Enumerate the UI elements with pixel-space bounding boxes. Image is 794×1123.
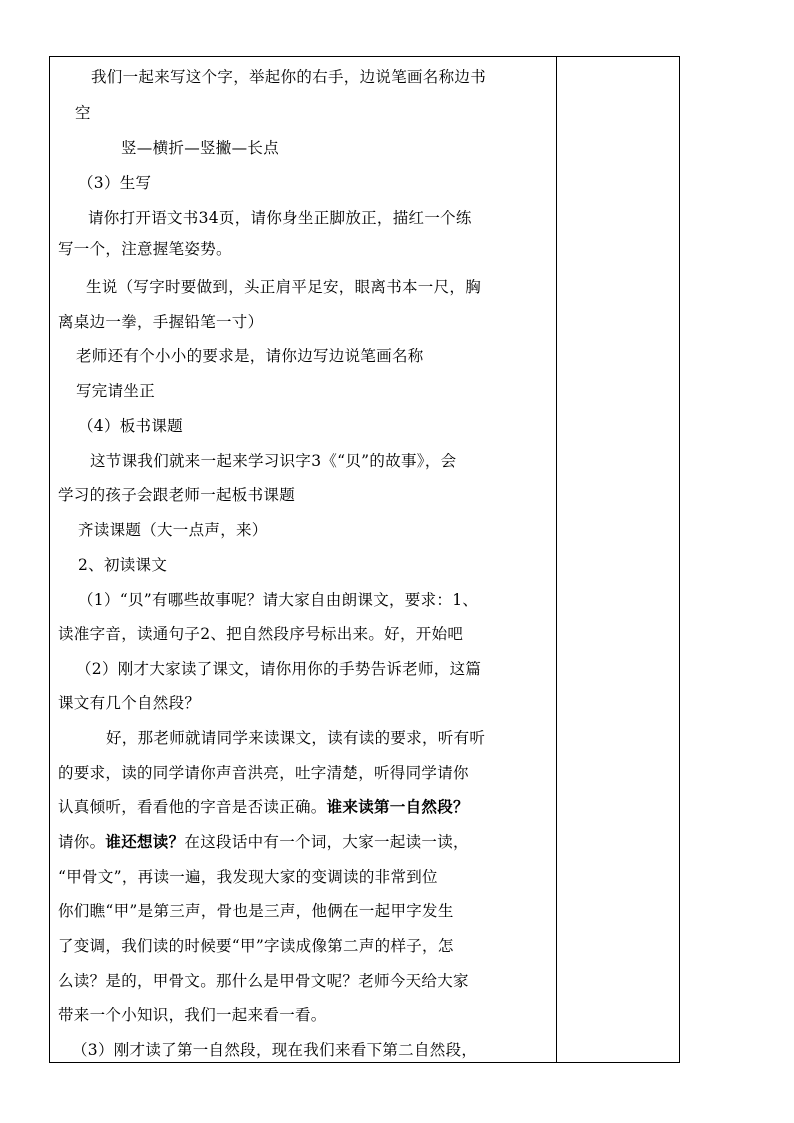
section-heading: 2、初读课文 [78,556,168,574]
text-line: 的要求，读的同学请你声音洪亮，吐字清楚，听得同学请你 [58,764,469,782]
text-line [58,832,469,852]
text-line: 竖—横折—竖撇—长点 [121,139,280,157]
text-line: 齐读课题（大一点声，来） [78,521,268,539]
section-heading: （4）板书课题 [78,417,183,435]
text-line: 学习的孩子会跟老师一起板书课题 [58,486,296,504]
column-divider [556,56,557,1063]
text-line: 空 [75,104,91,122]
text-line: 写完请坐正 [76,382,156,400]
text-line [58,797,469,817]
text-line: 老师还有个小小的要求是，请你边写边说笔画名称 [76,347,424,365]
text-segment: 请你。 [58,833,106,851]
text-line: 读准字音，读通句子2、把自然段序号标出来。好，开始吧 [58,625,464,643]
text-line: 我们一起来写这个字，举起你的右手，边说笔画名称边书 [91,68,487,86]
section-heading: （3）生写 [78,174,152,192]
text-line: 写一个，注意握笔姿势。 [58,240,232,258]
text-segment: 在这段话中有一个词，大家一起读一读， [184,833,469,851]
text-line: “甲骨文”，再读一遍，我发现大家的变调读的非常到位 [58,868,438,886]
text-line: 课文有几个自然段？ [58,694,201,712]
bold-question: 谁还想读？ [105,832,185,851]
text-segment: 认真倾听，看看他的字音是否读正确。 [58,798,327,816]
text-line: 生说（写字时要做到，头正肩平足安，眼离书本一尺，胸 [86,278,482,296]
text-line: 你们瞧“甲”是第三声，骨也是三声，他俩在一起甲字发生 [58,902,454,920]
text-line: 离桌边一拳，手握铅笔一寸） [58,313,264,331]
text-line: （2）刚才大家读了课文，请你用你的手势告诉老师，这篇 [76,660,482,678]
bold-question: 谁来读第一自然段？ [326,797,469,816]
text-line: 么读？是的，甲骨文。那什么是甲骨文呢？老师今天给大家 [58,972,469,990]
text-line: （1）“贝”有哪些故事呢？请大家自由朗课文，要求：1、 [78,591,479,609]
text-line: 请你打开语文书34页，请你身坐正脚放正，描红一个练 [88,209,472,227]
text-line: 这节课我们就来一起来学习识字3《“贝”的故事》，会 [90,452,457,470]
text-line: （3）刚才读了第一自然段，现在我们来看下第二自然段， [72,1041,478,1059]
text-line: 带来一个小知识，我们一起来看一看。 [58,1006,327,1024]
text-line: 好，那老师就请同学来读课文，读有读的要求，听有听 [106,729,486,747]
text-line: 了变调，我们读的时候要“甲”字读成像第二声的样子，怎 [58,937,454,955]
